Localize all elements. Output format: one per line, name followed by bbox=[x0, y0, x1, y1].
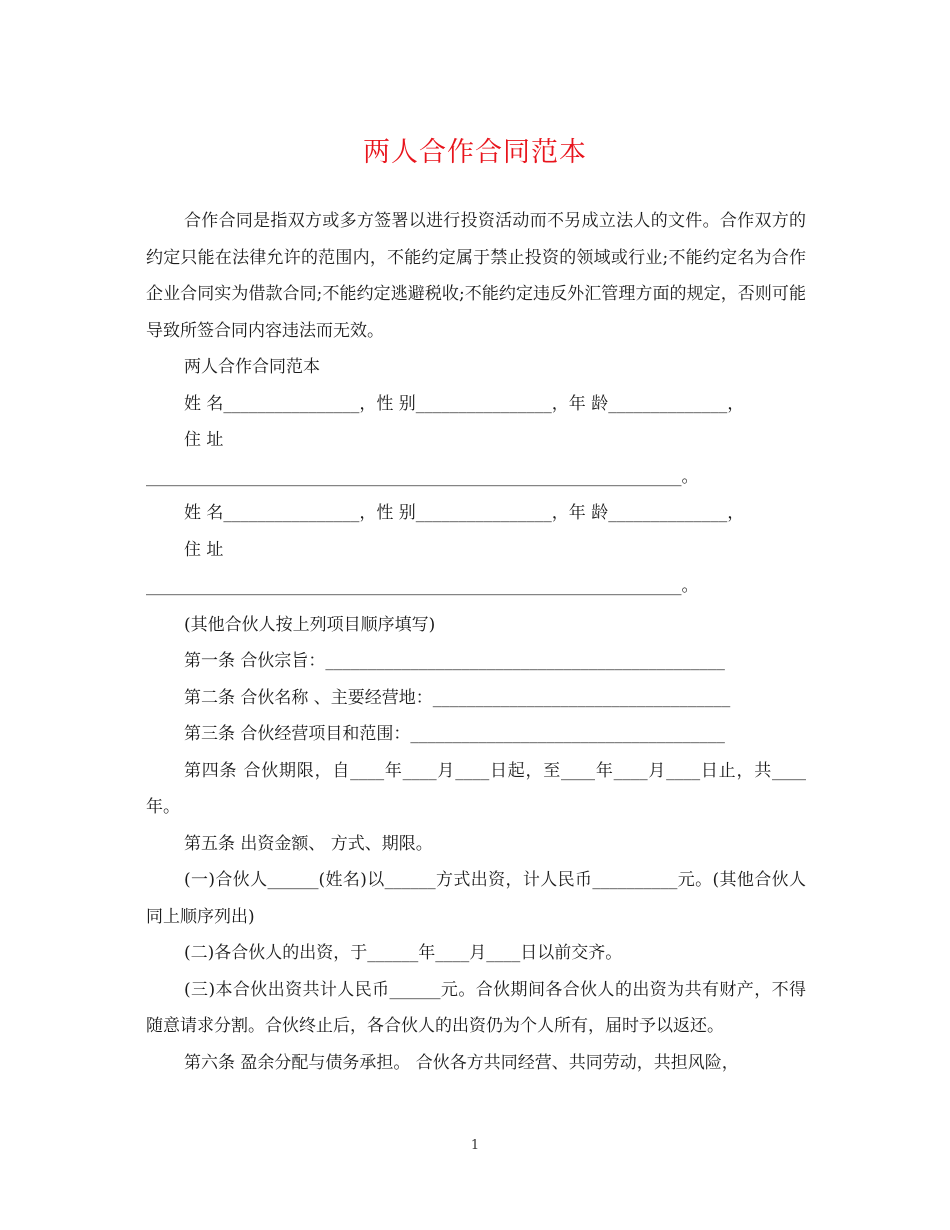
party1-info-line: 姓 名________________，性 别________________，年 龄______________， bbox=[184, 393, 745, 414]
article-5: 第五条 出资金额、 方式、期限。 bbox=[184, 833, 433, 854]
subtitle-line: 两人合作合同范本 bbox=[184, 357, 320, 377]
other-partners-note: (其他合伙人按上列项目顺序填写) bbox=[184, 614, 436, 635]
party2-address-blank: _______________________________________________________________。 bbox=[146, 576, 699, 596]
document-body bbox=[146, 203, 806, 1081]
page-number: 1 bbox=[470, 1138, 480, 1153]
article-5-item-2: (二)各合伙人的出资，于______年____月____日以前交齐。 bbox=[184, 943, 623, 963]
article-3: 第三条 合伙经营项目和范围：_____________________________________ bbox=[184, 724, 725, 744]
article-4: 第四条 合伙期限，自____年____月____日起，至____年____月____日止，共____年。 bbox=[146, 760, 806, 817]
party2-info-line: 姓 名________________，性 别________________，年 龄______________， bbox=[184, 503, 745, 523]
party2-address-label: 住 址 bbox=[184, 539, 224, 560]
document-title: 两人合作合同范本 bbox=[363, 137, 587, 168]
article-5-item-1: (一)合伙人______(姓名)以______方式出资，计人民币__________元。(其他合伙人同上顺序列出) bbox=[146, 870, 806, 927]
article-5-item-3: (三)本合伙出资共计人民币______元。合伙期间各合伙人的出资为共有财产，不得随意请求分割。合伙终止后，各合伙人的出资仍为个人所有，届时予以返还。 bbox=[146, 979, 806, 1036]
intro-paragraph: 合作合同是指双方或多方签署以进行投资活动而不另成立法人的文件。合作双方的约定只能在法律允许的范围内，不能约定属于禁止投资的领域或行业;不能约定名为合作企业合同实为借款合同;不能约定逃避税收;不能约定违反外汇管理方面的规定，否则可能导致所签合同内容违法而无效。 bbox=[146, 211, 806, 341]
party1-address-blank: _______________________________________________________________。 bbox=[146, 466, 699, 487]
article-6: 第六条 盈余分配与债务承担。 合伙各方共同经营、共同劳动，共担风险， bbox=[184, 1052, 739, 1073]
article-2: 第二条 合伙名称 、主要经营地：___________________________________ bbox=[184, 687, 731, 708]
article-1: 第一条 合伙宗旨：_______________________________________________ bbox=[184, 651, 725, 671]
party1-address-label: 住 址 bbox=[184, 430, 224, 450]
